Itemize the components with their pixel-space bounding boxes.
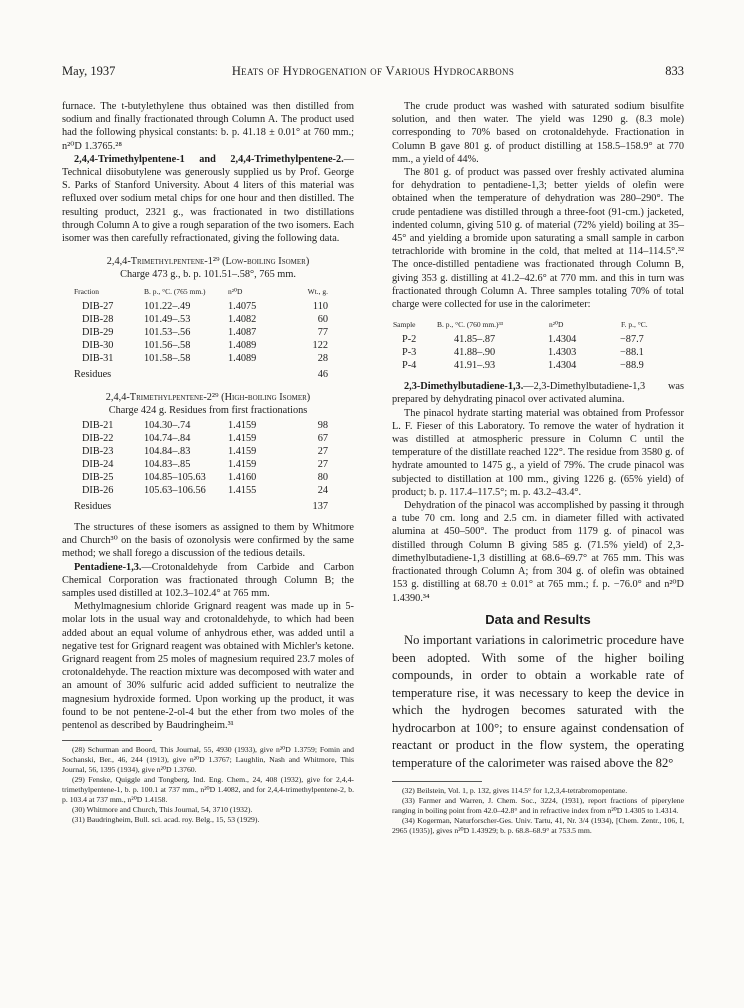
section-heading: Data and Results	[485, 611, 591, 627]
running-header	[62, 64, 684, 82]
cell: 1.4082	[228, 313, 257, 325]
cell: 1.4089	[228, 352, 257, 364]
cell: 101.53–.56	[144, 326, 191, 338]
column-header: Sample	[393, 320, 416, 330]
footnote: (29) Fenske, Quiggle and Tongberg, Ind. Eng. Chem., 24, 408 (1932), give for 2,4,4-trimethylpentene-1, b. p. 100.1 at 737 mm., n²⁰D 1.4082, and for 2,4,4-trimethylpentene-2, b. p. 103.4 at 737 mm., n²⁰D 1.4158.	[62, 775, 354, 805]
footnote: (30) Whitmore and Church, This Journal, 54, 3710 (1932).	[72, 805, 253, 815]
run-in-heading: Pentadiene-1,3.	[74, 561, 142, 573]
left-column	[62, 100, 354, 825]
cell: DIB-31	[82, 352, 114, 364]
table-row	[74, 484, 328, 497]
cell: 41.85–.87	[454, 334, 496, 346]
cell: 1.4304	[548, 334, 577, 346]
page-number: 833	[665, 64, 684, 78]
table-subtitle: Charge 473 g., b. p. 101.51–.58°, 765 mm.	[120, 269, 296, 281]
cell: 1.4304	[548, 360, 577, 372]
paragraph	[62, 561, 354, 601]
cell: 1.4160	[228, 472, 257, 484]
column-header: Fraction	[74, 286, 99, 296]
paragraph	[62, 153, 354, 245]
column-header: n²⁰D	[549, 320, 564, 330]
cell: Residues	[74, 501, 112, 513]
table-row	[74, 352, 328, 365]
data-table	[74, 284, 328, 381]
cell: 104.84–.83	[144, 446, 191, 458]
cell: P-3	[402, 347, 417, 359]
table-row-residues	[74, 365, 328, 381]
footnote: (32) Beilstein, Vol. 1, p. 132, gives 114.5° for 1,2,3,4-tetrabromopentane.	[402, 785, 628, 795]
cell: −88.1	[620, 347, 644, 359]
paragraph: The pinacol hydrate starting material was obtained from Professor L. F. Fieser of this Laboratory. To remove the water of hydration it was distilled at atmospheric pressure in Column C until the temperature of the distillate reached 122°. The residue from 3580 g. of hydrate amounted to 1475 g., a yield of 79%. The crude pinacol was subjected to distillation at 100 mm., giving 1226 g. (65% yield) of product; b. p. 117.4–117.5°; m. p. 43.2–43.4°.	[392, 407, 684, 498]
cell: DIB-28	[82, 313, 114, 325]
cell: DIB-21	[82, 420, 114, 432]
cell: −88.9	[620, 360, 644, 372]
run-in-heading: 2,3-Dimethylbutadiene-1,3.	[404, 381, 524, 393]
table-subtitle: Charge 424 g. Residues from first fractionations	[108, 404, 308, 416]
cell: 104.85–105.63	[144, 472, 206, 484]
cell: 1.4303	[548, 347, 577, 359]
cell: 1.4155	[228, 485, 257, 497]
cell: 1.4159	[228, 420, 257, 432]
table-row	[74, 445, 328, 458]
cell: DIB-23	[82, 446, 114, 458]
table-row	[74, 458, 328, 471]
table-row	[74, 339, 328, 352]
table-row	[74, 419, 328, 432]
cell: 46	[317, 368, 328, 380]
cell: 101.56–.58	[144, 339, 191, 351]
paragraph: The 801 g. of product was passed over freshly activated alumina for dehydration to pentadiene-1,3; better yields of olefin were obtained when the temperature of dehydration was 280–290°. The crude pentadiene was distilled through a three-foot (91-cm.) jacketed, indented column, giving 510 g. of material (72% yield) boiling at 35–45° and yielding a bromide upon saturating a small sample in carbon tetrachloride with bromine in the cold, that melted at 114–114.5°.³² The once-distilled pentadiene was fractionated through Column B, giving 353 g. distilling at 41.2–42.6° at 770 mm. and this in turn was fractionated through Column A. Three samples totaling 70% of total charge were collected for use in the calorimeter:	[392, 167, 684, 311]
cell: 104.74–.84	[144, 433, 191, 445]
cell: DIB-25	[82, 472, 114, 484]
cell: P-4	[402, 360, 417, 372]
cell: 101.58–.58	[144, 352, 191, 364]
cell: 77	[317, 326, 328, 338]
cell: 1.4159	[228, 446, 257, 458]
table-row	[392, 359, 684, 372]
cell: 60	[317, 313, 328, 325]
paragraph: Dehydration of the pinacol was accomplished by passing it through a tube 70 cm. long and 2.5 cm. in diameter filled with activated alumina at 450–500°. The product from 1179 g. of pinacol was distilled through Column B giving 585 g. (71.5% yield) of 2,3-dimethylbutadiene-1,3 distilling at 68.6–69.7° at 765 mm. This was fractionated through Column A; from 304 g. of olefin was obtained 153 g. distilling at 68.70 ± 0.01° at 765 mm.; f. p. −76.0° and n²⁰D 1.4390.³⁴	[392, 500, 684, 604]
footnote-rule	[392, 781, 482, 782]
cell: 27	[317, 459, 328, 471]
table-header-row	[74, 284, 328, 300]
table-row-residues	[74, 497, 328, 513]
table-title: 2,4,4-Trimethylpentene-1²⁹ (Low-boiling Isomer)	[106, 256, 310, 268]
cell: Residues	[74, 368, 112, 380]
cell: 105.63–106.56	[144, 485, 206, 497]
cell: 27	[317, 446, 328, 458]
column-header: F. p., °C.	[621, 320, 648, 330]
table-row	[74, 313, 328, 326]
paragraph: The crude product was washed with saturated sodium bisulfite solution, and then water. The yield was 1290 g. (8.3 mole) corresponding to 70% based on crotonaldehyde. Fractionation in Column B gave 801 g. of product distilling at 158.5–158.9° at 770 mm., a yield of 44%.	[392, 101, 684, 165]
table-row	[74, 471, 328, 484]
column-header: Wt., g.	[307, 286, 328, 296]
footnote: (28) Schurman and Boord, This Journal, 55, 4930 (1933), give n²⁰D 1.3759; Fomin and Sochanski, Ber., 46, 244 (1913), give n²⁰D 1.3767; Laughlin, Nash and Whitmore, This Journal, 56, 1395 (1934), give n²⁰D 1.3760.	[62, 745, 354, 775]
cell: 110	[312, 300, 328, 312]
cell: DIB-26	[82, 485, 114, 497]
cell: −87.7	[620, 334, 644, 346]
paragraph: furnace. The t-butylethylene thus obtained was then distilled from sodium and finally fractionated through Column A. The product used had the following physical constants: b. p. 41.18 ± 0.01° at 760 mm.; n²⁰D 1.3765.²⁸	[62, 101, 354, 152]
cell: 67	[317, 433, 328, 445]
table-row	[74, 326, 328, 339]
cell: 41.91–.93	[454, 360, 496, 372]
cell: 104.30–.74	[144, 420, 191, 432]
table-title: 2,4,4-Trimethylpentene-2²⁹ (High-boiling Isomer)	[105, 391, 311, 403]
cell: 137	[312, 501, 328, 513]
cell: 122	[312, 339, 328, 351]
cell: 101.22–.49	[144, 300, 191, 312]
cell: DIB-27	[82, 300, 114, 312]
paragraph-text: —Crotonaldehyde from Carbide and Carbon Chemical Corporation was fractionated through Column B; the samples used distilled at 102.3–102.4° at 765 mm.	[62, 561, 354, 600]
footnote: (33) Farmer and Warren, J. Chem. Soc., 3224, (1931), report fractions of piperylene ranging in boiling point from 42.0–42.8° and in refractive index from n²⁰D 1.4305 to 1.4314.	[392, 795, 684, 815]
cell: 98	[317, 420, 328, 432]
paragraph: No important variations in calorimetric procedure have been adopted. With some of the higher boiling compounds, in order to obtain a workable rate of temperature rise, it was necessary to keep the device in which the hydrogen becomes saturated with the hydrocarbon at 100°; to ensure against condensation of reactant or product in the flow system, the operating temperature of the calorimeter was raised above the 82°	[392, 632, 684, 771]
header-date: May, 1937	[62, 64, 116, 78]
cell: 24	[317, 485, 328, 497]
cell: 80	[317, 472, 328, 484]
table-row	[392, 333, 684, 346]
data-table	[392, 317, 684, 372]
right-column	[392, 100, 684, 836]
paragraph: The structures of these isomers as assigned to them by Whitmore and Church³⁰ on the basis of ozonolysis were confirmed by the same method; we shall forego a discussion of the tedious details.	[62, 522, 354, 560]
footnote: (34) Kogerman, Naturforscher-Ges. Univ. Tartu, 41, Nr. 3/4 (1934), [Chem. Zentr., 106, I, 2965 (1935)], gives n²⁰D 1.43929; b. p. 68.8–68.9° at 753.5 mm.	[392, 815, 684, 835]
cell: 104.83–.85	[144, 459, 191, 471]
cell: DIB-24	[82, 459, 114, 471]
footnote-rule	[62, 740, 152, 741]
cell: 28	[317, 352, 328, 364]
table-row	[74, 300, 328, 313]
cell: 1.4075	[228, 300, 257, 312]
cell: 41.88–.90	[454, 347, 496, 359]
table-row	[392, 346, 684, 359]
cell: 1.4159	[228, 459, 257, 471]
cell: DIB-30	[82, 339, 114, 351]
paragraph	[392, 380, 684, 406]
paragraph: Methylmagnesium chloride Grignard reagent was made up in 5-molar lots in the usual way and crotonaldehyde, to which had been added about an equal volume of anhydrous ether, was added until a negative test for Grignard reagent was obtained with Michler's ketone. Grignard reagent from 25 moles of magnesium required 23.7 moles of crotonaldehyde. The reaction mixture was decomposed with water and an amount of 30% sulfuric acid added sufficient to neutralize the magnesium hydroxide formed. Upon working up the product, it was found to be not pentene-2-ol-4 but the ether from two moles of the pentenol as described by Baudringheim.³¹	[62, 601, 354, 732]
cell: 1.4087	[228, 326, 257, 338]
run-in-heading: 2,4,4-Trimethylpentene-1 and 2,4,4-Trimethylpentene-2.	[74, 153, 344, 165]
column-header: n²⁰D	[228, 286, 243, 296]
table-row	[74, 432, 328, 445]
cell: 101.49–.53	[144, 313, 191, 325]
cell: DIB-29	[82, 326, 114, 338]
column-header: B. p., °C. (760 mm.)³³	[437, 320, 504, 330]
paragraph-text: —2,3-Dimethylbutadiene-1,3 was prepared by dehydrating pinacol over activated alumina.	[392, 381, 684, 406]
cell: DIB-22	[82, 433, 114, 445]
footnote: (31) Baudringheim, Bull. sci. acad. roy. Belg., 15, 53 (1929).	[72, 815, 260, 825]
header-title: Heats of Hydrogenation of Various Hydrocarbons	[231, 64, 515, 78]
cell: P-2	[402, 334, 417, 346]
paragraph-text: —Technical diisobutylene was generously supplied us by Prof. George S. Parks of Stanford University. About 4 liters of this material was refluxed over sodium metal chips for one hour and then distilled. The resulting product, 2321 g., was fractionated in two distillations through Column A to give a rough separation of the two isomers. Each isomer was then carefully refractionated, giving the following data.	[62, 153, 354, 245]
column-header: B. p., °C. (765 mm.)	[144, 286, 206, 296]
cell: 1.4089	[228, 339, 257, 351]
cell: 1.4159	[228, 433, 257, 445]
table-header-row	[392, 317, 684, 333]
data-table	[74, 419, 328, 513]
